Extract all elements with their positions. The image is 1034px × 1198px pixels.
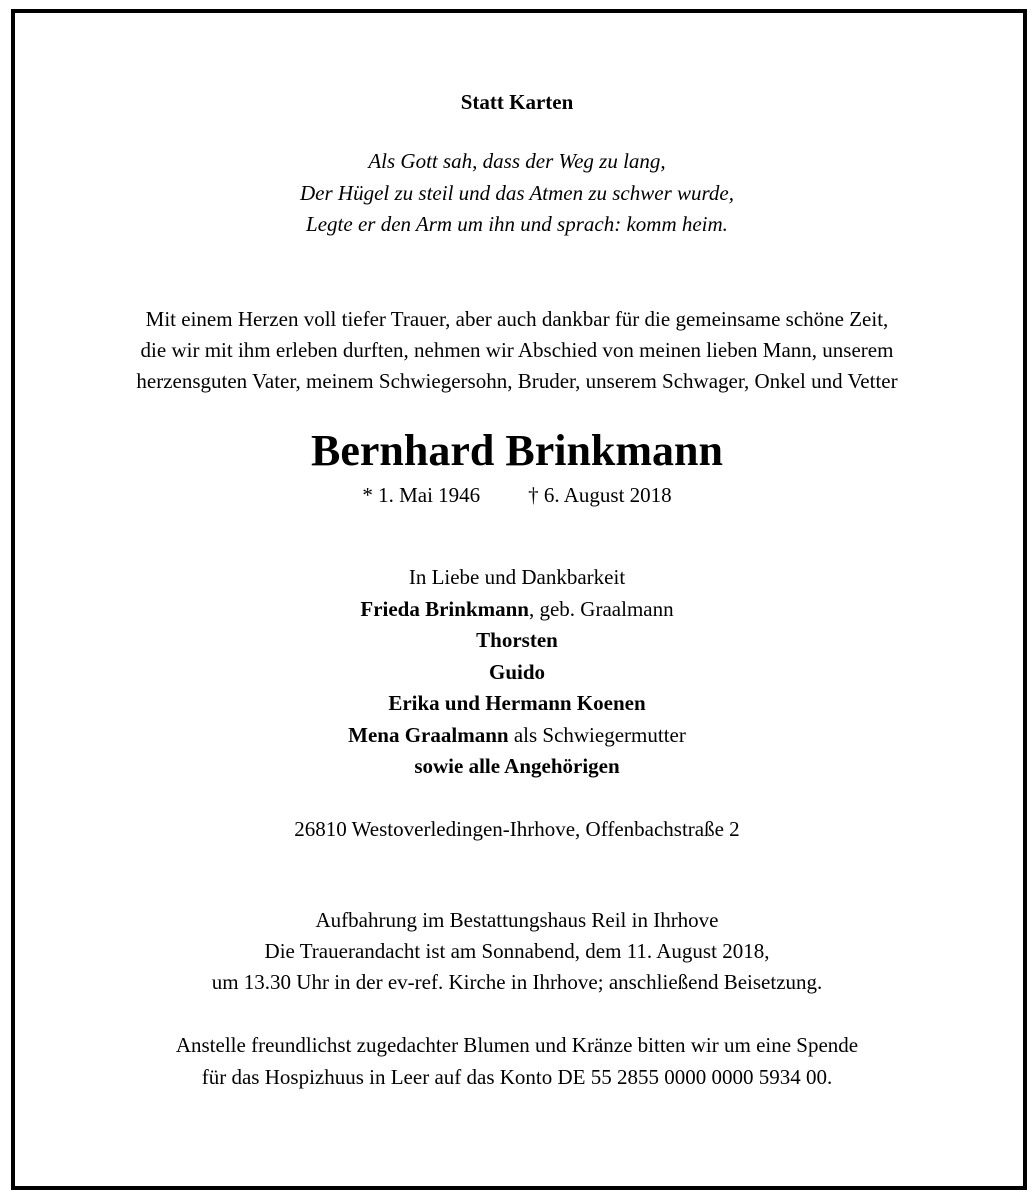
donation-line-2: für das Hospizhuus in Leer auf das Konto DE 55 2855 0000 0000 5934 00. — [201, 1065, 833, 1089]
mourner-guido: Guido — [488, 660, 546, 684]
mourners-intro: In Liebe und Dankbarkeit — [408, 565, 626, 589]
mourner-mena-suffix: als Schwiegermutter — [508, 723, 686, 747]
intro-line-3: herzensguten Vater, meinem Schwiegersohn, Bruder, unserem Schwager, Onkel und Vetter — [136, 369, 898, 393]
funeral-line-3: um 13.30 Uhr in der ev-ref. Kirche in Ihrhove; anschließend Beisetzung. — [211, 970, 823, 994]
mourner-frieda — [0, 596, 1034, 622]
funeral-line-2: Die Trauerandacht ist am Sonnabend, dem 11. August 2018, — [264, 939, 770, 963]
poem-line-1: Als Gott sah, dass der Weg zu lang, — [368, 149, 666, 173]
life-dates — [0, 482, 1034, 508]
poem-line-2: Der Hügel zu steil und das Atmen zu schwer wurde, — [300, 181, 734, 205]
donation-line-1: Anstelle freundlichst zugedachter Blumen und Kränze bitten wir um eine Spende — [175, 1033, 859, 1057]
address: 26810 Westoverledingen-Ihrhove, Offenbachstraße 2 — [294, 817, 740, 841]
mourner-relatives: sowie alle Angehörigen — [414, 754, 620, 778]
mourner-mena — [0, 722, 1034, 748]
mourner-erika-hermann: Erika und Hermann Koenen — [388, 691, 646, 715]
header-statt-karten: Statt Karten — [460, 90, 574, 114]
mourner-frieda-suffix: , geb. Graalmann — [528, 597, 674, 621]
funeral-line-1: Aufbahrung im Bestattungshaus Reil in Ihrhove — [315, 908, 719, 932]
birth-date: * 1. Mai 1946 — [362, 483, 481, 507]
mourner-frieda-name: Frieda Brinkmann — [360, 597, 529, 621]
deceased-name: Bernhard Brinkmann — [311, 426, 723, 475]
mourner-thorsten: Thorsten — [476, 628, 558, 652]
intro-line-1: Mit einem Herzen voll tiefer Trauer, aber auch dankbar für die gemeinsame schöne Zeit, — [145, 307, 889, 331]
poem-line-3: Legte er den Arm um ihn und sprach: komm heim. — [306, 212, 728, 236]
death-date: † 6. August 2018 — [528, 483, 672, 507]
mourner-mena-name: Mena Graalmann — [348, 723, 509, 747]
intro-line-2: die wir mit ihm erleben durften, nehmen wir Abschied von meinen lieben Mann, unserem — [140, 338, 894, 362]
